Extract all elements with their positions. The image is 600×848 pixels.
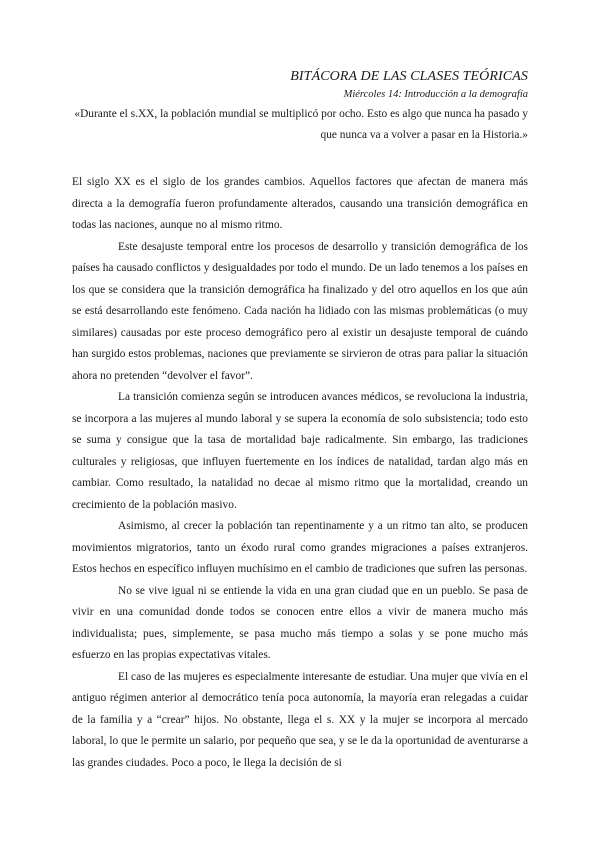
paragraph-2: Este desajuste temporal entre los procesos de desarrollo y transición demográfica de los países ha causado conflictos y desigualdades por todo el mundo. De un lado tenemos a los países en los que se considera que la transición demográfica ha finalizado y del otro aquellos en los que aún se está desarrollando este fenómeno. Cada nación ha lidiado con las mismas problemáticas (o muy similares) causadas por este proceso demográfico pero al existir un desajuste temporal de cuándo han surgido estos problemas, naciones que previamente se sirvieron de otras para paliar la situación ahora no pretenden “devolver el favor”. bbox=[72, 240, 528, 382]
document-subtitle: Miércoles 14: Introducción a la demografía bbox=[343, 89, 528, 100]
document-body bbox=[72, 172, 528, 774]
paragraph-3: La transición comienza según se introducen avances médicos, se revoluciona la industria, se incorpora a las mujeres al mundo laboral y se supera la economía de solo subsistencia; todo esto se suma y consigue que la tasa de mortalidad baje radicalmente. Sin embargo, las tradiciones culturales y religiosas, que influyen fuertemente en los índices de natalidad, tardan algo más en cambiar. Como resultado, la natalidad no decae al mismo ritmo que la mortalidad, creando un crecimiento de la población masivo. bbox=[72, 391, 528, 511]
paragraph-1: El siglo XX es el siglo de los grandes cambios. Aquellos factores que afectan de manera más directa a la demografía fueron profundamente alterados, causando una transición demográfica en todas las naciones, aunque no al mismo ritmo. bbox=[72, 176, 528, 231]
document-title: BITÁCORA DE LAS CLASES TEÓRICAS bbox=[290, 69, 528, 84]
paragraph-5: No se vive igual ni se entiende la vida en una gran ciudad que en un pueblo. Se pasa de vivir en una comunidad donde todos se conocen entre ellos a vivir de manera mucho más individualista; pues, simplemente, se pasa mucho más tiempo a solas y se pone mucho más esfuerzo en las propias expectativas vitales. bbox=[72, 584, 528, 661]
paragraph-6: El caso de las mujeres es especialmente interesante de estudiar. Una mujer que vivía en el antiguo régimen anterior al democrático tenía poca autonomía, la mayoría eran relegadas a cuidar de la familia y a “crear” hijos. No obstante, llega el s. XX y la mujer se incorpora al mercado laboral, lo que le permite un salario, por pequeño que sea, y se le da la oportunidad de aventurarse a las grandes ciudades. Poco a poco, le llega la decisión de si bbox=[72, 670, 528, 769]
epigraph-quote: «Durante el s.XX, la población mundial se multiplicó por ocho. Esto es algo que nunca ha pasado y que nunca va a volver a pasar en la Historia.» bbox=[74, 108, 528, 141]
document-header bbox=[72, 68, 528, 146]
paragraph-4: Asimismo, al crecer la población tan repentinamente y a un ritmo tan alto, se producen movimientos migratorios, tanto un éxodo rural como grandes migraciones a países extranjeros. Estos hechos en específico influyen muchísimo en el cambio de tradiciones que sufren las personas. bbox=[72, 520, 528, 575]
